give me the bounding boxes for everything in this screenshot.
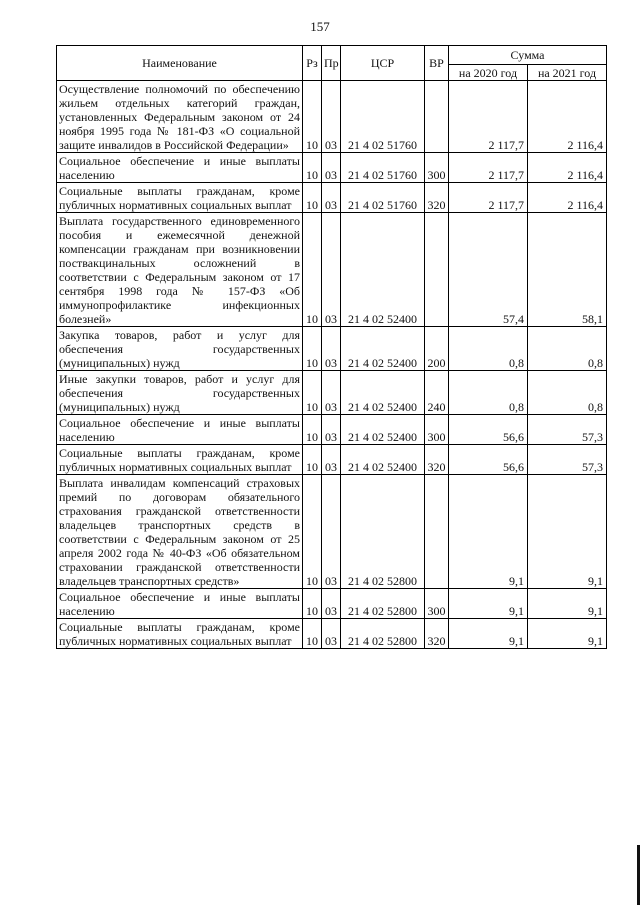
table-body [57,81,607,649]
row-csr-cell: 21 4 02 52400 [341,327,425,371]
row-amount-2020-cell: 9,1 [449,619,528,649]
row-csr-cell: 21 4 02 51760 [341,153,425,183]
header-rz: Рз [303,46,322,81]
row-vr-cell: 300 [425,415,449,445]
row-vr-cell: 300 [425,153,449,183]
row-amount-2021-cell: 2 116,4 [528,183,607,213]
row-rz-cell: 10 [303,81,322,153]
row-vr-cell: 320 [425,619,449,649]
row-amount-2021-cell: 9,1 [528,619,607,649]
row-pr-cell: 03 [322,327,341,371]
row-name-cell: Выплата инвалидам компенсаций страховых премий по договорам обязательного страхования гражданской ответственности владельцев транспортных средств в соответствии с Федеральным законом от 25 апреля 2002 года № 40-ФЗ «Об обязательном страховании гражданской ответственности владельцев транспортных средств» [57,475,303,589]
row-amount-2020-cell: 56,6 [449,445,528,475]
row-amount-2020-cell: 2 117,7 [449,81,528,153]
row-amount-2021-cell: 57,3 [528,445,607,475]
row-pr-cell: 03 [322,153,341,183]
row-rz-cell: 10 [303,619,322,649]
row-vr-cell [425,81,449,153]
row-amount-2021-cell: 58,1 [528,213,607,327]
page-number: 157 [310,19,330,34]
row-pr-cell: 03 [322,415,341,445]
row-csr-cell: 21 4 02 52400 [341,415,425,445]
row-amount-2021-cell: 0,8 [528,327,607,371]
table-row [57,183,607,213]
row-rz-cell: 10 [303,153,322,183]
row-csr-cell: 21 4 02 52400 [341,213,425,327]
row-csr-cell: 21 4 02 52400 [341,371,425,415]
header-csr: ЦСР [341,46,425,81]
row-amount-2020-cell: 56,6 [449,415,528,445]
row-vr-cell [425,475,449,589]
row-amount-2020-cell: 0,8 [449,371,528,415]
table-row [57,371,607,415]
row-vr-cell: 240 [425,371,449,415]
row-name-cell: Социальное обеспечение и иные выплаты населению [57,415,303,445]
table-row [57,81,607,153]
row-name-cell: Социальные выплаты гражданам, кроме публичных нормативных социальных выплат [57,619,303,649]
row-name-cell: Осуществление полномочий по обеспечению жильем отдельных категорий граждан, установленных Федеральным законом от 24 ноября 1995 года № 181-ФЗ «О социальной защите инвалидов в Российской Федерации» [57,81,303,153]
table-row [57,153,607,183]
row-csr-cell: 21 4 02 52400 [341,445,425,475]
row-name-cell: Социальное обеспечение и иные выплаты населению [57,589,303,619]
row-amount-2020-cell: 9,1 [449,475,528,589]
row-amount-2021-cell: 9,1 [528,475,607,589]
row-csr-cell: 21 4 02 51760 [341,183,425,213]
table-row [57,589,607,619]
row-rz-cell: 10 [303,183,322,213]
row-rz-cell: 10 [303,589,322,619]
table-row [57,475,607,589]
row-amount-2021-cell: 2 116,4 [528,81,607,153]
row-rz-cell: 10 [303,371,322,415]
row-vr-cell: 200 [425,327,449,371]
row-vr-cell [425,213,449,327]
row-pr-cell: 03 [322,183,341,213]
header-sum: Сумма [449,46,607,65]
row-amount-2021-cell: 57,3 [528,415,607,445]
table-row [57,213,607,327]
row-rz-cell: 10 [303,213,322,327]
row-pr-cell: 03 [322,589,341,619]
row-csr-cell: 21 4 02 52800 [341,619,425,649]
header-pr: Пр [322,46,341,81]
row-amount-2020-cell: 57,4 [449,213,528,327]
row-amount-2020-cell: 9,1 [449,589,528,619]
row-pr-cell: 03 [322,371,341,415]
row-amount-2020-cell: 0,8 [449,327,528,371]
row-csr-cell: 21 4 02 52800 [341,589,425,619]
header-name: Наименование [57,46,303,81]
row-vr-cell: 320 [425,183,449,213]
budget-table [56,45,607,649]
row-pr-cell: 03 [322,619,341,649]
row-amount-2021-cell: 0,8 [528,371,607,415]
table-row [57,445,607,475]
row-rz-cell: 10 [303,475,322,589]
row-pr-cell: 03 [322,213,341,327]
header-vr: ВР [425,46,449,81]
row-name-cell: Социальное обеспечение и иные выплаты населению [57,153,303,183]
row-name-cell: Иные закупки товаров, работ и услуг для обеспечения государственных (муниципальных) нужд [57,371,303,415]
table-row [57,619,607,649]
row-rz-cell: 10 [303,415,322,445]
header-year-2021: на 2021 год [528,65,607,81]
header-year-2020: на 2020 год [449,65,528,81]
row-amount-2021-cell: 9,1 [528,589,607,619]
row-amount-2020-cell: 2 117,7 [449,153,528,183]
row-vr-cell: 300 [425,589,449,619]
row-csr-cell: 21 4 02 52800 [341,475,425,589]
row-name-cell: Выплата государственного единовременного пособия и ежемесячной денежной компенсации гражданам при возникновении поствакцинальных осложнений в соответствии с Федеральным законом от 17 сентября 1998 года № 157-ФЗ «Об иммунопрофилактике инфекционных болезней» [57,213,303,327]
row-amount-2021-cell: 2 116,4 [528,153,607,183]
row-pr-cell: 03 [322,475,341,589]
row-rz-cell: 10 [303,445,322,475]
row-amount-2020-cell: 2 117,7 [449,183,528,213]
table-row [57,327,607,371]
row-pr-cell: 03 [322,81,341,153]
table-row [57,415,607,445]
row-name-cell: Закупка товаров, работ и услуг для обеспечения государственных (муниципальных) нужд [57,327,303,371]
row-name-cell: Социальные выплаты гражданам, кроме публичных нормативных социальных выплат [57,445,303,475]
row-vr-cell: 320 [425,445,449,475]
row-csr-cell: 21 4 02 51760 [341,81,425,153]
row-rz-cell: 10 [303,327,322,371]
row-pr-cell: 03 [322,445,341,475]
row-name-cell: Социальные выплаты гражданам, кроме публичных нормативных социальных выплат [57,183,303,213]
